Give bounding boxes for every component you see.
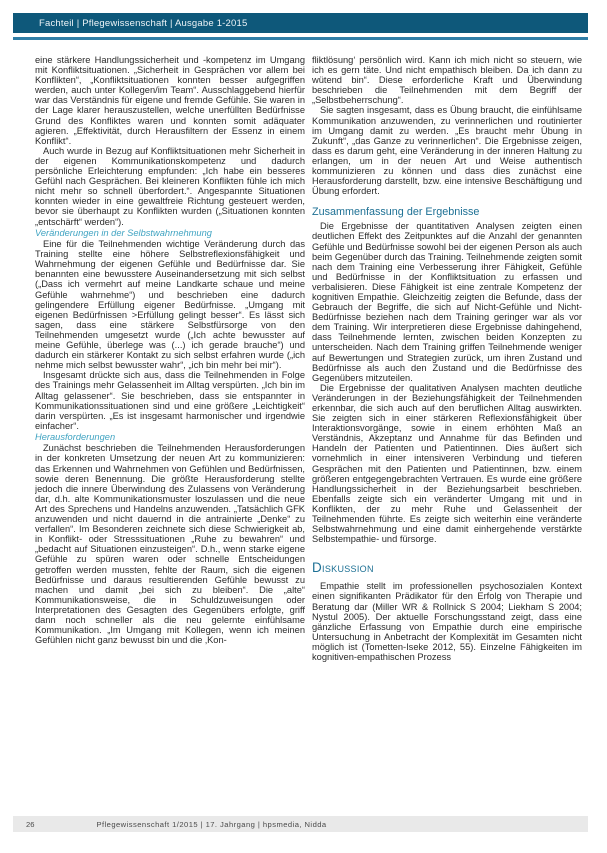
article-body [35,55,582,807]
subsection-heading-selbstwahrnehmung: Veränderungen in der Selbstwahrnehmung [35,227,212,238]
paragraph: Sie sagten insgesamt, dass es Übung braucht, die einfühlsame Kommunikation anzuwenden, zu verinnerlichen und routinierter im Umgang damit zu werden. „Es braucht mehr Übung in Zukunft“, „das Ganze zu verinnerlichen“. Die Ergebnisse zeigen, dass es darum geht, eine Veränderung in der inneren Haltung zu erlangen, um in der neuen Art und Weise authentisch kommunizieren zu können und dass dies zunächst eine Herausforderung darstellt, bzw. eine intensive Beschäftigung und Übung erfordert. [312,105,582,197]
paragraph: Auch wurde in Bezug auf Konfliktsituationen mehr Sicherheit in der eigenen Kommunikationskompetenz und dadurch persönliche Erleichterung empfunden: „Ich habe ein besseres Gefühl nach Gesprächen. Bei kleineren Konflikten fühle ich mich nicht mehr so schnell überfordert.“. Angespannte Situationen konnten wieder in eine gewaltfreie Richtung gesteuert werden, bevor sie überhaupt zu Konflikten wurden („Situationen konnten „entschärft“ werden“). [35,145,305,227]
paragraph-continuation: eine stärkere Handlungssicherheit und -kompetenz im Umgang mit Konfliktsituationen. „Sicherheit in Gesprächen vor allem bei Konflikten“, „Konfliktsituationen konnten besser aufgegriffen werden, auch unter Kollegen/im Team“. Ausschlaggebend hierfür war das Verständnis für eigene und fremde Gefühle. Sie waren in der Lage klarer herauszustellen, welche unerfüllten Bedürfnisse Grund des Konfliktes waren und konnten somit adäquater agieren. „Effektivität, durch Herausfiltern der Essenz in einem Konflikt“. [35,55,305,146]
paragraph: Eine für die Teilnehmenden wichtige Veränderung durch das Training stellte eine höhere Selbstreflexionsfähigkeit und Wahrnehmung der eigenen Gefühle und Bedürfnisse dar. Sie benannten eine bewusstere Auseinandersetzung mit sich selbst („Dass ich vermehrt auf meine Landkarte schaue und meine Gefühle wahrnehme“) und beschrieben eine dadurch gelingendere Erfüllung eigener Bedürfnisse. „Umgang mit eigenen Bedürfnissen >Erfüllung gelingt besser“. Es lässt sich sagen, dass eine stärkere Selbstfürsorge von den Teilnehmenden umgesetzt wurde („Ich achte bewusster auf meine Gefühle, überlege was (...) ich gerade brauche“) und dadurch ein stärkerer Kontakt zu sich selbst erfahren wurde („ich nehme mich selbst bewusster wahr“, „ich bin mehr bei mir“). [35,239,305,371]
paragraph: Insgesamt drückte sich aus, dass die Teilnehmenden in Folge des Trainings mehr Gelassenheit im Alltag verspürten. „Ich bin im Alltag gelassener“. Sie beschrieben, dass sie entspannter in Kommunikationssituationen sind und eine größere „Leichtigkeit“ darin verspürten. „Es ist insgesamt harmonischer und irgendwie einfacher“. [35,370,305,431]
header-title: Fachteil | Pflegewissenschaft | Ausgabe 1-2015 [39,17,248,29]
header-accent-line [13,37,588,40]
journal-info: Pflegewissenschaft 1/2015 | 17. Jahrgang | hpsmedia, Nidda [96,819,327,829]
heading-zusammenfassung: Zusammenfassung der Ergebnisse [312,206,480,219]
right-column [312,55,582,807]
subsection-heading-herausforderungen: Herausforderungen [35,431,116,442]
page-footer [13,816,588,832]
paragraph: Empathie stellt im professionellen psychosozialen Kontext einen signifikanten Prädikator für den Erfolg von Therapie und Beratung dar (Miller WR & Rollnick S 2004; Liekham S 2004; Nystul 2005). Der aktuelle Forschungsstand zeigt, dass eine gänzliche Erfassung von Empathie durch eine empirische Untersuchung in Anbetracht der Komplexität im Gesamten nicht möglich ist (Tometten-Iseke 2012, 55). Einzelne Fähigkeiten im kognitiven-empathischen Prozess [312,581,582,662]
page-header-banner [13,13,588,33]
page-number: 26 [26,819,35,829]
paragraph: Die Ergebnisse der qualitativen Analysen machten deutliche Veränderungen in der Beziehungsfähigkeit der Teilnehmenden erkennbar, die sich auch auf den beruflichen Alltag auswirkten. Sie zeigten sich in einer stärkeren Reflexionsfähigkeit über Interaktionsvorgänge, sowie in einem erhöhten Maß an Verständnis, Akzeptanz und Annahme für das Befinden und Handeln der Patienten und Patientinnen. Dies äußert sich vornehmlich in einer intensiveren Verbindung und tieferen Gesprächen mit den Patienten und Patientinnen, bzw. einem größeren entgegengebrachten Vertrauen. Es wurde eine größere Handlungssicherheit in der Beziehungsarbeit beschrieben. Ebenfalls zeigte sich ein veränderter Umgang mit und in Konflikten, der zu mehr Ruhe und Gelassenheit der Teilnehmenden führte. Es zeigte sich weiterhin eine veränderte Selbstwahrnehmung und eine damit einhergehende verstärkte Selbstempathie- und fürsorge. [312,382,582,545]
left-column [35,55,305,807]
paragraph: Zunächst beschrieben die Teilnehmenden Herausforderungen in der konkreten Umsetzung der neuen Art zu kommunizieren: das Erkennen und Wahrnehmen von Gefühlen und Bedürfnissen, sowie deren Benennung. Die größte Herausforderung stellte jedoch die innere Überwindung des Zulassens von Veränderung dar, d.h. alte Kommunikationsmuster loszulassen und die neue Art des Sprechens und Handelns anzuwenden. „Tatsächlich GFK anzuwenden und nicht dauernd in die antrainierte „Denke“ zu verfallen“. Im Besonderen zeichnete sich diese Schwierigkeit ab, in Konflikt- oder Stresssituationen „Ruhe zu bewahren“ und „bedacht auf Situationen einzusteigen“. D.h., wenn starke eigene Gefühle zu spüren waren oder schnelle Entscheidungen getroffen werden mussten, fehlte der Raum, sich die eigenen Bedürfnisse und daraus resultierenden Gefühle bewusst zu machen und damit „bei sich zu bleiben“. Die „alte“ Kommunikationsweise, die in Schuldzuweisungen oder Interpretationen des Gesagten des Gegenübers erfolgte, griff dann noch schneller als die neu gelernte einfühlsame Kommunikation. „Im Umgang mit Kollegen, wenn ich meinen Gefühlen nicht ganz bewusst bin und die ‚Kon- [35,443,305,646]
section-heading-diskussion: Diskussion [312,560,374,576]
paragraph-continuation: fliktlösung‘ persönlich wird. Kann ich mich nicht so steuern, wie ich es gern täte. Und nicht empathisch bleiben. Da ich dann zu wütend bin“. Diese erforderliche Kraft und Überwindung beschrieben die Teilnehmenden mit dem Begriff der „Selbstbeherrschung“. [312,55,582,106]
paragraph: Die Ergebnisse der quantitativen Analysen zeigten einen deutlichen Effekt des Zeitpunktes auf die Anzahl der genannten Gefühle und Bedürfnisse sowohl bei der eigenen Person als auch beim Gegenüber durch das Training. Teilnehmende zeigten somit nach dem Training eine Verbesserung ihrer Fähigkeit, Gefühle und Bedürfnisse in der Konfliktsituation zu erfassen und verbalisieren. Diese Fähigkeit ist eine zentrale Kompetenz der kognitiven Empathie. Gleichzeitig zeigten die Befunde, dass der Gebrauch der Begriffe, die sich auf Nicht-Gefühle und Nicht-Bedürfnisse beziehen nach dem Training geringer war als vor dem Training. Wir interpretieren diese Ergebnisse dahingehend, dass Teilnehmende lernten, zwischen beiden Konzepten zu unterscheiden. Nach dem Training griffen Teilnehmende weniger auf Bewertungen und Strategien zurück, um ihren Zustand und Bedürfnisse als auch den Zustand und die Bedürfnisse des Gegenübers mitzuteilen. [312,221,582,383]
